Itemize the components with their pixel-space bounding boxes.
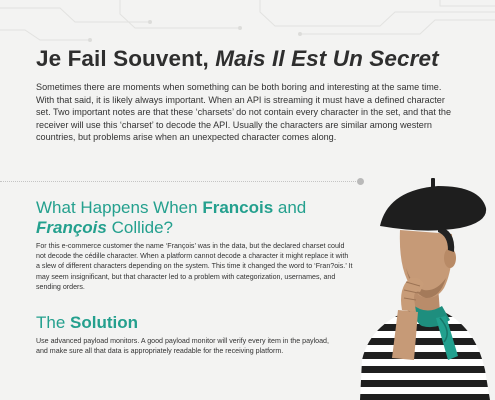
section1-body: For this e-commerce customer the name ‘François’ was in the data, but the declared charset could not decode the cédille character. When a platform cannot decode a character it might replace it with a slew of different characters depending on the system. This time it changed the word to ‘Fran?ois.’ It may seem insignificant, but that character led to a problem with categorization, usernames, and sending orders. [36, 242, 353, 291]
section1-heading-line2 [36, 219, 173, 238]
section1-heading-name2: François [36, 218, 107, 237]
page-title [36, 46, 486, 72]
section2-heading-pre: The [36, 313, 71, 332]
title-italic: Mais Il Est Un Secret [215, 46, 439, 71]
section-divider [0, 181, 360, 182]
title-plain: Je Fail Souvent, [36, 46, 216, 71]
section2-heading-bold: Solution [70, 313, 139, 332]
section1-heading-pre: What Happens When [36, 198, 203, 217]
intro-paragraph: Sometimes there are moments when something can be both boring and interesting at the same time. With that said, it is likely always important. When an API is streaming it must have a defined character set. Two important notes are that these ‘charsets’ do not contain every character in the set, and that the receiver will use this ‘charset’ to decode the API. Usually the characters are similar among western countries, but problems arise when an unexpected character comes along. [36, 82, 452, 143]
section1-heading-line1 [36, 199, 306, 218]
section1-heading-mid: and [273, 198, 307, 217]
section1-heading-post: Collide? [106, 218, 174, 237]
section2-heading [36, 314, 138, 333]
section2-body: Use advanced payload monitors. A good payload monitor will verify every item in the payload, and make sure all that data is appropriately readable for the receiving platform. [36, 337, 329, 356]
section1-heading-name1: Francois [202, 198, 274, 217]
french-man-illustration [340, 160, 495, 400]
